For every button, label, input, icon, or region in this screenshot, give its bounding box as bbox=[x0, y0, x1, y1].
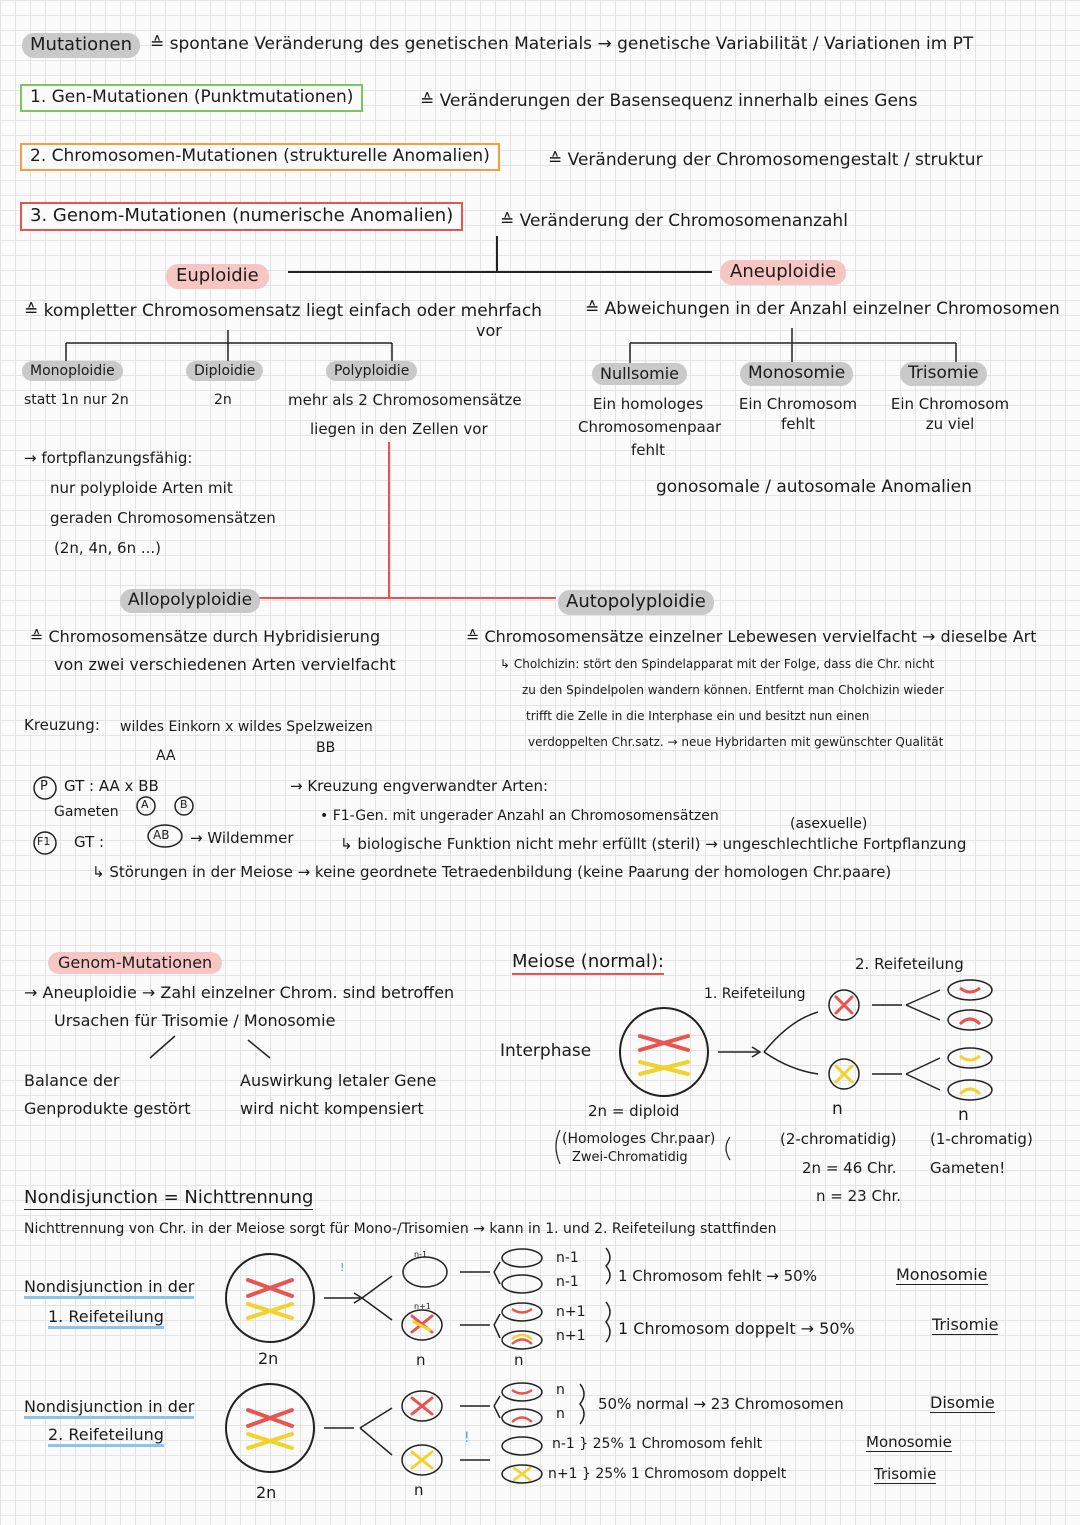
type-gen-mutation: 1. Gen-Mutationen (Punktmutationen) bbox=[20, 84, 363, 112]
euploidie-label: Euploidie bbox=[166, 264, 269, 289]
nd2-line-a: 50% normal → 23 Chromosomen bbox=[598, 1395, 844, 1413]
autopolyploidie-label: Autopolyploidie bbox=[558, 590, 714, 615]
nd2-result-1: n bbox=[556, 1382, 565, 1398]
gameten-label: Gameten bbox=[54, 804, 119, 820]
nd1-result-3: n+1 bbox=[556, 1304, 586, 1320]
nd1-tiny-top: n-1 bbox=[414, 1250, 428, 1259]
fortpflanzung-line-1: → fortpflanzungsfähig: bbox=[24, 449, 193, 467]
autopolyploidie-def: ≙ Chromosomensätze einzelner Lebewesen vervielfacht → dieselbe Art bbox=[466, 627, 1037, 646]
euploidie-definition: ≙ kompletter Chromosomensatz liegt einfach oder mehrfach bbox=[24, 301, 542, 321]
kreuzung-bb: BB bbox=[316, 740, 336, 756]
nondisjunction-desc: Nichttrennung von Chr. in der Meiose sorgt für Mono-/Trisomien → kann in 1. und 2. Reifeteilung stattfinden bbox=[24, 1221, 777, 1237]
colchizin-line-3: trifft die Zelle in die Interphase ein und besitzt nun einen bbox=[526, 709, 870, 723]
meiose-label: Meiose (normal): bbox=[512, 952, 664, 975]
kreuzung-aa: AA bbox=[156, 748, 176, 764]
nullsomie-label: Nullsomie bbox=[592, 363, 687, 385]
nd2-n-label: n bbox=[414, 1481, 424, 1499]
reife1-label: 1. Reifeteilung bbox=[704, 986, 806, 1002]
allopolyploidie-def-1: ≙ Chromosomensätze durch Hybridisierung bbox=[30, 627, 381, 646]
kreuzung-text: wildes Einkorn x wildes Spelzweizen bbox=[120, 719, 373, 735]
trisomie-desc-2: zu viel bbox=[925, 415, 975, 433]
fortpflanzung-line-2: nur polyploide Arten mit bbox=[50, 479, 233, 497]
homolog-line-1: (Homologes Chr.paar) bbox=[562, 1131, 716, 1147]
asexuelle: (asexuelle) bbox=[790, 816, 868, 832]
nd1-result-2: n-1 bbox=[556, 1274, 579, 1290]
nd2-cell-label: 2n bbox=[256, 1483, 277, 1502]
colchizin-line-2: zu den Spindelpolen wandern können. Entfernt man Cholchizin wieder bbox=[522, 683, 944, 697]
interphase-label: Interphase bbox=[500, 1041, 592, 1061]
ein-chromatig: (1-chromatig) bbox=[930, 1130, 1033, 1148]
nd1-result-a: Monosomie bbox=[896, 1265, 988, 1284]
title-definition: ≙ spontane Veränderung des genetischen Materials → genetische Variabilität / Variationen im PT bbox=[150, 34, 974, 54]
aneuploidie-definition: ≙ Abweichungen in der Anzahl einzelner Chromosomen bbox=[585, 299, 1060, 319]
nullsomie-desc-1: Ein homologes bbox=[592, 395, 704, 413]
stoerungen: ↳ Störungen in der Meiose → keine geordnete Tetraedenbildung (keine Paarung der homologen Chr.paare) bbox=[92, 863, 892, 881]
nd2-result-2: n bbox=[556, 1406, 565, 1422]
fortpflanzung-line-3: geraden Chromosomensätzen bbox=[50, 509, 276, 527]
type-chromosomen-mutation: 2. Chromosomen-Mutationen (strukturelle Anomalien) bbox=[20, 143, 500, 171]
nd1-result-4: n+1 bbox=[556, 1328, 586, 1344]
nd1-label-2: 1. Reifeteilung bbox=[48, 1308, 164, 1329]
p-symbol: P bbox=[40, 779, 48, 794]
f1-gen: • F1-Gen. mit ungerader Anzahl an Chromosomensätzen bbox=[320, 808, 719, 824]
nullsomie-desc-2: Chromosomenpaar bbox=[578, 418, 722, 436]
colchizin-line-1: ↳ Cholchizin: stört den Spindelapparat mit der Folge, dass die Chr. nicht bbox=[500, 657, 935, 671]
euploidie-definition-end: vor bbox=[476, 321, 502, 340]
type-gen-definition: ≙ Veränderungen der Basensequenz innerhalb eines Gens bbox=[420, 91, 918, 111]
genom-right-2: wird nicht kompensiert bbox=[240, 1099, 424, 1118]
kreuzung-verwandt: → Kreuzung engverwandter Arten: bbox=[290, 777, 549, 795]
nondisjunction-label: Nondisjunction = Nichttrennung bbox=[24, 1187, 314, 1208]
nd1-line-a: 1 Chromosom fehlt → 50% bbox=[618, 1267, 817, 1285]
fortpflanzung-line-4: (2n, 4n, 6n ...) bbox=[54, 539, 161, 557]
gameten-label-meiose: Gameten! bbox=[930, 1159, 1006, 1177]
p-line: GT : AA x BB bbox=[64, 777, 159, 795]
monoploidie-label: Monoploidie bbox=[22, 361, 123, 381]
meiose-n2: n bbox=[958, 1105, 969, 1125]
nd1-result-b: Trisomie bbox=[932, 1315, 999, 1334]
kreuzung-label: Kreuzung: bbox=[24, 716, 100, 734]
aneuploidie-note: gonosomale / autosomale Anomalien bbox=[656, 477, 972, 497]
genom-line-1: → Aneuploidie → Zahl einzelner Chrom. sind betroffen bbox=[24, 983, 455, 1002]
nd2-line-c: n+1 } 25% 1 Chromosom doppelt bbox=[548, 1466, 787, 1482]
nd2-line-b: n-1 } 25% 1 Chromosom fehlt bbox=[552, 1436, 763, 1452]
meiose-n1: n bbox=[832, 1099, 843, 1119]
count-46: 2n = 46 Chr. bbox=[802, 1159, 897, 1177]
trisomie-label: Trisomie bbox=[900, 362, 987, 386]
nd1-cell-label: 2n bbox=[258, 1349, 279, 1368]
genom-line-2: Ursachen für Trisomie / Monosomie bbox=[54, 1011, 336, 1030]
polyploidie-desc2: liegen in den Zellen vor bbox=[310, 420, 488, 438]
monosomie-desc-1: Ein Chromosom bbox=[738, 395, 858, 413]
colchizin-line-4: verdoppelten Chr.satz. → neue Hybridarten mit gewünschter Qualität bbox=[528, 735, 944, 749]
nd2-result-c: Trisomie bbox=[874, 1465, 937, 1483]
monoploidie-desc: statt 1n nur 2n bbox=[24, 392, 129, 408]
gamete-b: B bbox=[180, 798, 188, 811]
nd2-label-2: 2. Reifeteilung bbox=[48, 1426, 164, 1447]
homolog-line-2: Zwei-Chromatidig bbox=[572, 1150, 688, 1165]
nd1-n-label-2: n bbox=[514, 1351, 524, 1369]
diploidie-label: Diploidie bbox=[186, 361, 263, 381]
nd1-result-1: n-1 bbox=[556, 1250, 579, 1266]
polyploidie-label: Polyploidie bbox=[326, 361, 417, 381]
bio-funktion: ↳ biologische Funktion nicht mehr erfüllt (steril) → ungeschlechtliche Fortpflanzung bbox=[340, 835, 967, 853]
type-genom-mutation: 3. Genom-Mutationen (numerische Anomalien) bbox=[20, 202, 463, 231]
nd2-exclaim: ! bbox=[464, 1430, 470, 1446]
f1-symbol: F1 bbox=[37, 835, 51, 848]
polyploidie-desc: mehr als 2 Chromosomensätze bbox=[288, 391, 522, 409]
nd1-exclaim: ! bbox=[340, 1261, 345, 1274]
title-label: Mutationen bbox=[22, 33, 140, 58]
genom-right-1: Auswirkung letaler Gene bbox=[240, 1071, 437, 1090]
nd2-result-a: Disomie bbox=[930, 1393, 995, 1412]
diploidie-desc: 2n bbox=[214, 392, 232, 408]
f1-gamete: AB bbox=[153, 828, 170, 842]
zwei-chromatidig: (2-chromatidig) bbox=[780, 1130, 897, 1148]
nd1-line-b: 1 Chromosom doppelt → 50% bbox=[618, 1319, 855, 1338]
diploid-label: 2n = diploid bbox=[588, 1102, 680, 1120]
gamete-a: A bbox=[141, 798, 149, 811]
type-chromosomen-definition: ≙ Veränderung der Chromosomengestalt / struktur bbox=[548, 150, 983, 170]
nd1-label-1: Nondisjunction in der bbox=[24, 1278, 194, 1299]
count-23: n = 23 Chr. bbox=[816, 1187, 902, 1205]
allopolyploidie-def-2: von zwei verschiedenen Arten vervielfacht bbox=[54, 655, 396, 674]
f1-line: GT : bbox=[74, 833, 105, 851]
nd1-tiny-bottom: n+1 bbox=[414, 1302, 431, 1311]
aneuploidie-label: Aneuploidie bbox=[720, 260, 846, 285]
reife2-label: 2. Reifeteilung bbox=[855, 955, 964, 973]
nd2-result-b: Monosomie bbox=[866, 1433, 952, 1451]
genom-left-1: Balance der bbox=[24, 1071, 120, 1090]
wildemmer: → Wildemmer bbox=[190, 829, 294, 847]
genom-left-2: Genprodukte gestört bbox=[24, 1099, 191, 1118]
trisomie-desc-1: Ein Chromosom bbox=[890, 395, 1010, 413]
monosomie-label: Monosomie bbox=[740, 362, 853, 386]
nd2-label-1: Nondisjunction in der bbox=[24, 1398, 194, 1419]
genom-section-label: Genom-Mutationen bbox=[48, 952, 222, 974]
allopolyploidie-label: Allopolyploidie bbox=[120, 589, 260, 613]
monosomie-desc-2: fehlt bbox=[780, 415, 816, 433]
nullsomie-desc-3: fehlt bbox=[630, 441, 666, 459]
type-genom-definition: ≙ Veränderung der Chromosomenanzahl bbox=[500, 211, 848, 231]
nd1-n-label: n bbox=[416, 1351, 426, 1369]
